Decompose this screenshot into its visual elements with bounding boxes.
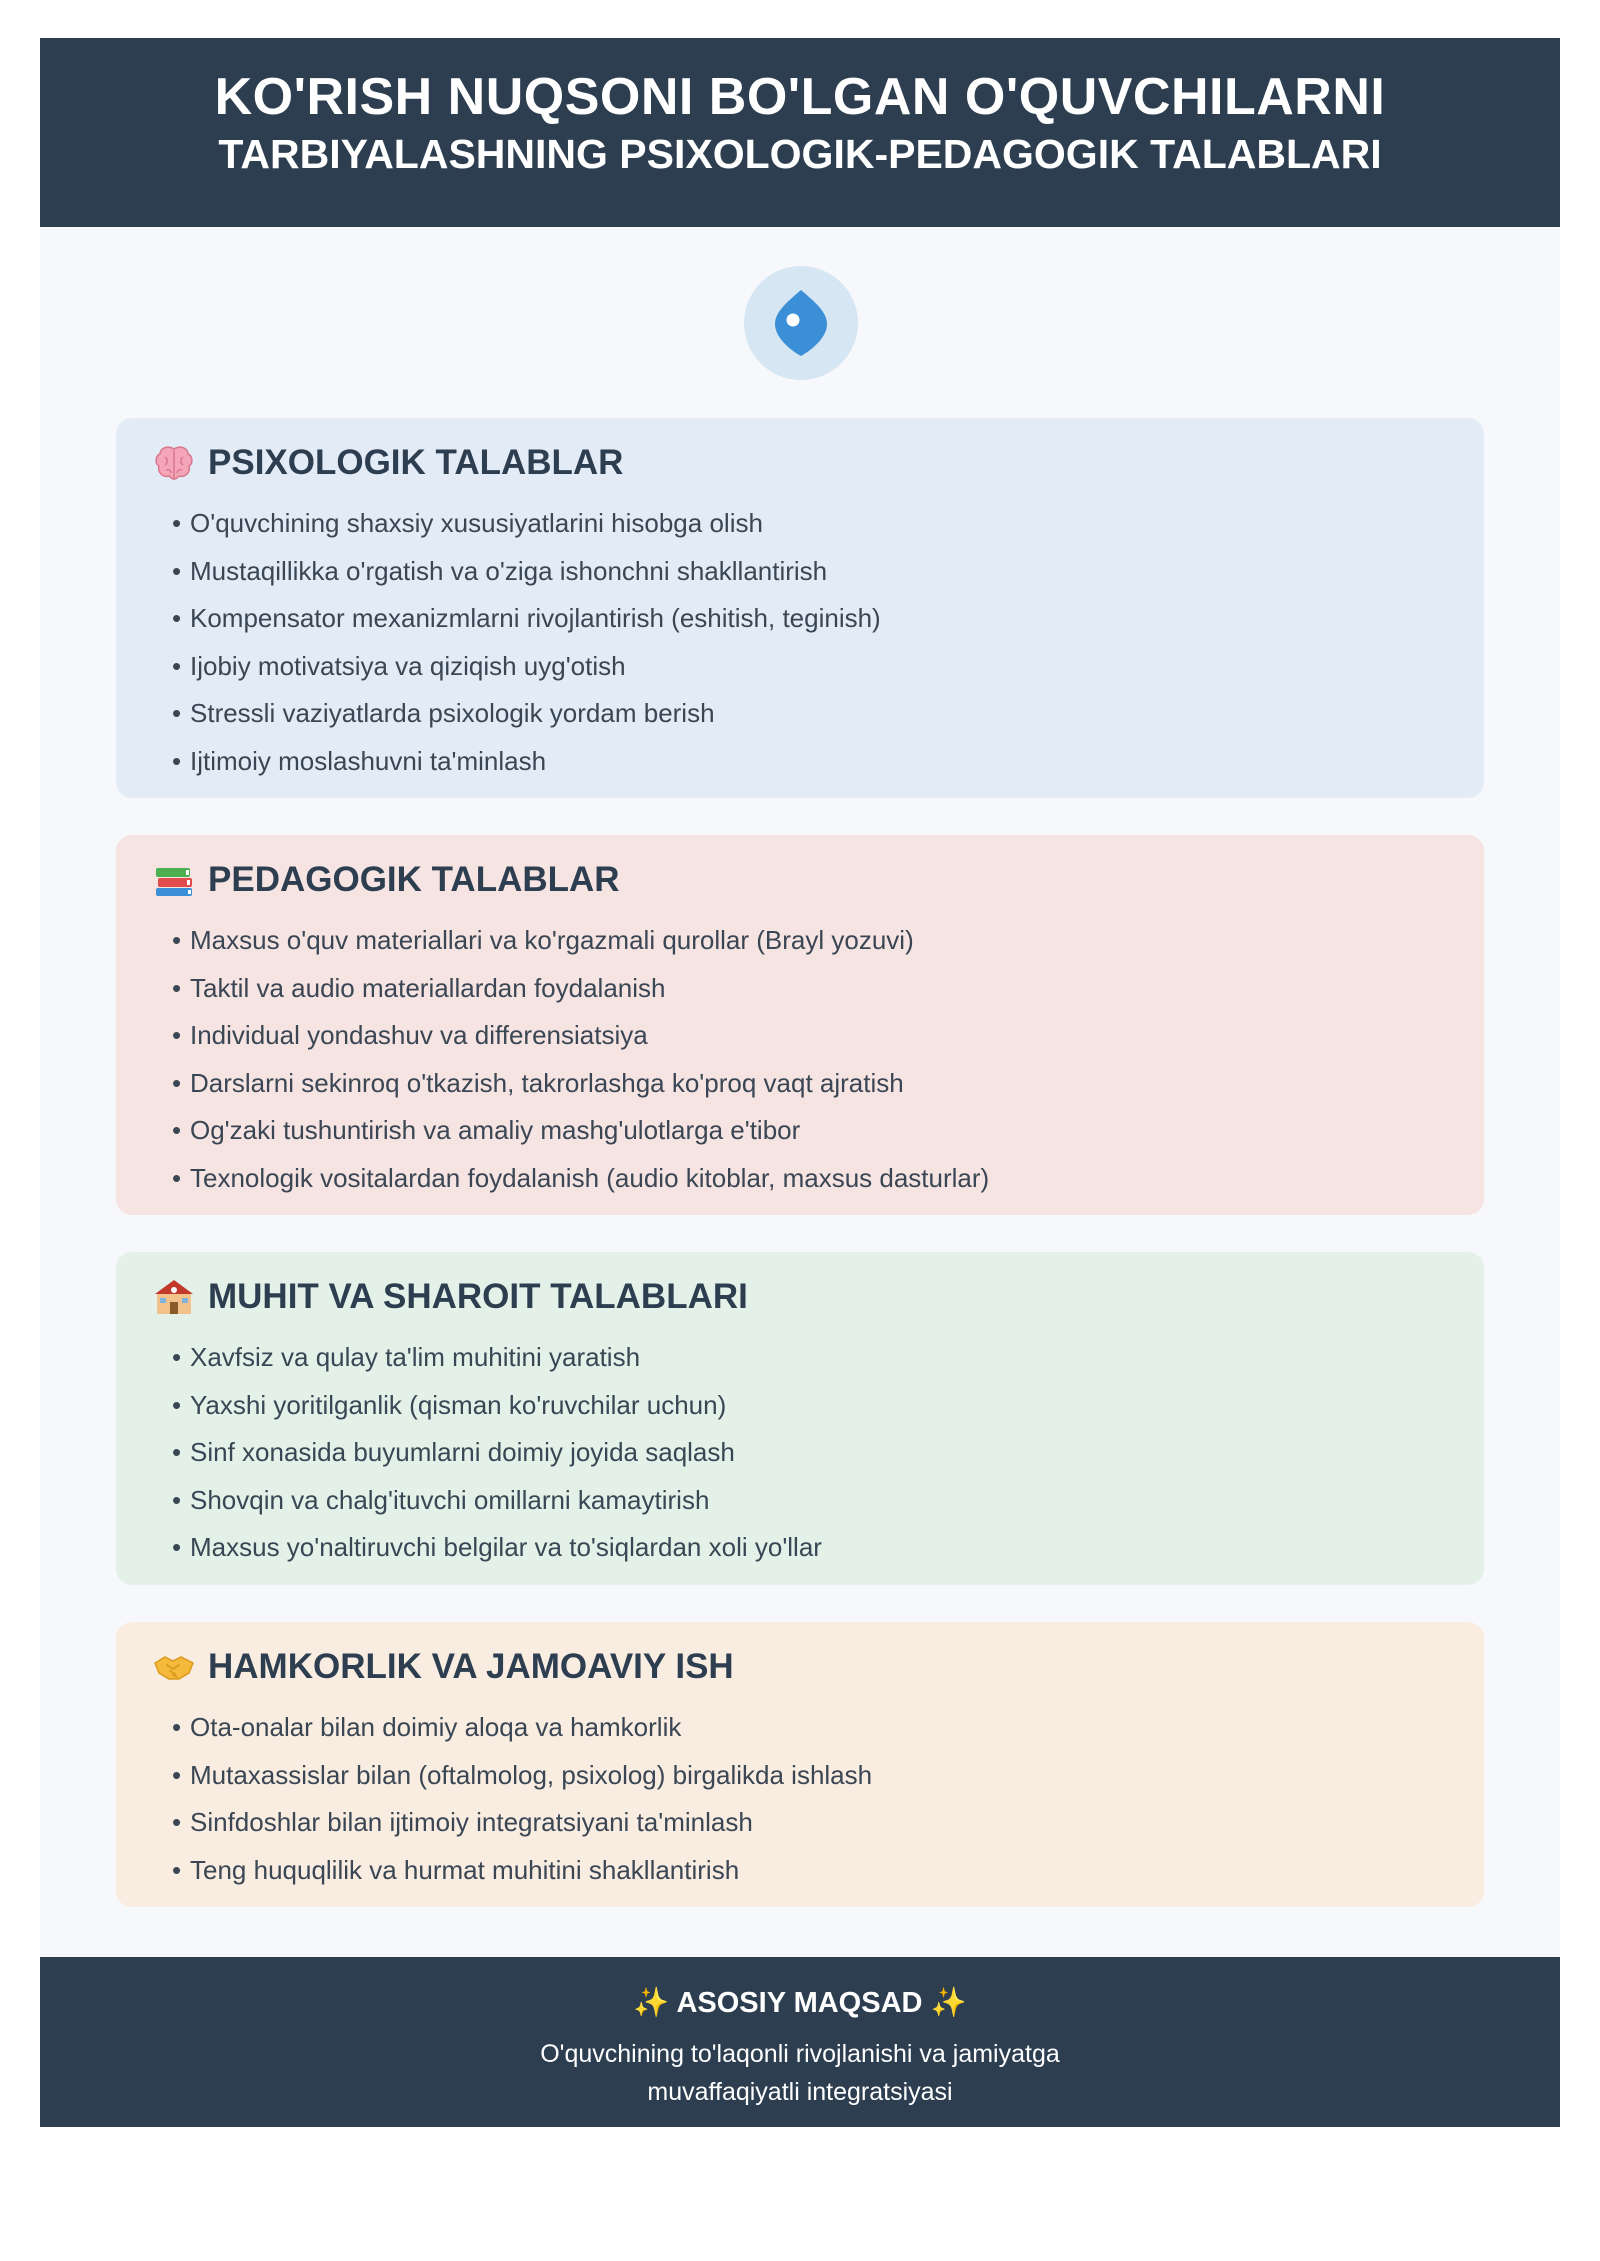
section-title: HAMKORLIK VA JAMOAVIY ISH [208, 1647, 734, 1686]
footer-text: O'quvchining to'laqonli rivojlanishi va jamiyatga muvaffaqiyatli integratsiyasi [540, 2040, 1060, 2106]
eye-badge [744, 266, 858, 380]
list-item: • Maxsus o'quv materiallari va ko'rgazmali qurollar (Brayl yozuvi) [172, 925, 914, 955]
section-pedagogik [116, 835, 1484, 1215]
handshake-icon [152, 1645, 196, 1689]
list-item: • Taktil va audio materiallardan foydalanish [172, 972, 666, 1003]
page-title: KO'RISH NUQSONI BO'LGAN O'QUVCHILARNI [214, 68, 1386, 126]
list-item: • Teng huquqlilik va hurmat muhitini shakllantirish [172, 1854, 740, 1885]
list-item: • Mutaxassislar bilan (oftalmolog, psixolog) birgalikda ishlash [172, 1759, 873, 1790]
section-title: MUHIT VA SHAROIT TALABLARI [208, 1277, 748, 1316]
footer-title: ✨ ASOSIY MAQSAD ✨ [633, 1987, 967, 2019]
list-item: • Ota-onalar bilan doimiy aloqa va hamkorlik [172, 1712, 682, 1742]
list-item: • Sinfdoshlar bilan ijtimoiy integratsiyani ta'minlash [172, 1807, 753, 1837]
section-hamkorlik [116, 1622, 1484, 1907]
item-list [172, 1334, 822, 1572]
brain-icon [152, 441, 196, 485]
item-list [172, 500, 881, 785]
list-item: • Texnologik vositalardan foydalanish (audio kitoblar, maxsus dasturlar) [172, 1162, 990, 1193]
list-item: • Kompensator mexanizmlarni rivojlantirish (eshitish, teginish) [172, 603, 881, 633]
list-item: • Xavfsiz va qulay ta'lim muhitini yaratish [172, 1342, 641, 1372]
books-icon [152, 858, 196, 902]
list-item: • Individual yondashuv va differensiatsiya [172, 1020, 648, 1050]
page-subtitle: TARBIYALASHNING PSIXOLOGIK-PEDAGOGIK TALABLARI [218, 131, 1382, 177]
school-icon [152, 1275, 196, 1319]
poster-footer [40, 1957, 1560, 2127]
list-item: • Yaxshi yoritilganlik (qisman ko'ruvchilar uchun) [172, 1389, 727, 1420]
eye-icon [771, 288, 831, 358]
list-item: • Shovqin va chalg'ituvchi omillarni kamaytirish [172, 1484, 710, 1515]
list-item: • Og'zaki tushuntirish va amaliy mashg'ulotlarga e'tibor [172, 1115, 801, 1145]
sparkle-icon: ✨ [633, 1987, 670, 2019]
list-item: • Ijtimoiy moslashuvni ta'minlash [172, 745, 547, 776]
list-item: • Sinf xonasida buyumlarni doimiy joyida saqlash [172, 1437, 735, 1467]
item-list [172, 1704, 872, 1894]
section-muhit [116, 1252, 1484, 1585]
section-title: PEDAGOGIK TALABLAR [208, 860, 620, 899]
section-title: PSIXOLOGIK TALABLAR [208, 443, 624, 482]
list-item: • Darslarni sekinroq o'tkazish, takrorlashga ko'proq vaqt ajratish [172, 1067, 904, 1098]
list-item: • Mustaqillikka o'rgatish va o'ziga ishonchni shakllantirish [172, 555, 828, 586]
item-list [172, 917, 989, 1202]
list-item: • Maxsus yo'naltiruvchi belgilar va to'siqlardan xoli yo'llar [172, 1532, 822, 1562]
poster-header [40, 38, 1560, 227]
section-psixologik [116, 418, 1484, 798]
list-item: • O'quvchining shaxsiy xususiyatlarini hisobga olish [172, 508, 763, 538]
list-item: • Ijobiy motivatsiya va qiziqish uyg'otish [172, 650, 626, 681]
list-item: • Stressli vaziyatlarda psixologik yordam berish [172, 698, 715, 728]
poster [40, 38, 1560, 2127]
sparkle-icon: ✨ [930, 1987, 967, 2019]
